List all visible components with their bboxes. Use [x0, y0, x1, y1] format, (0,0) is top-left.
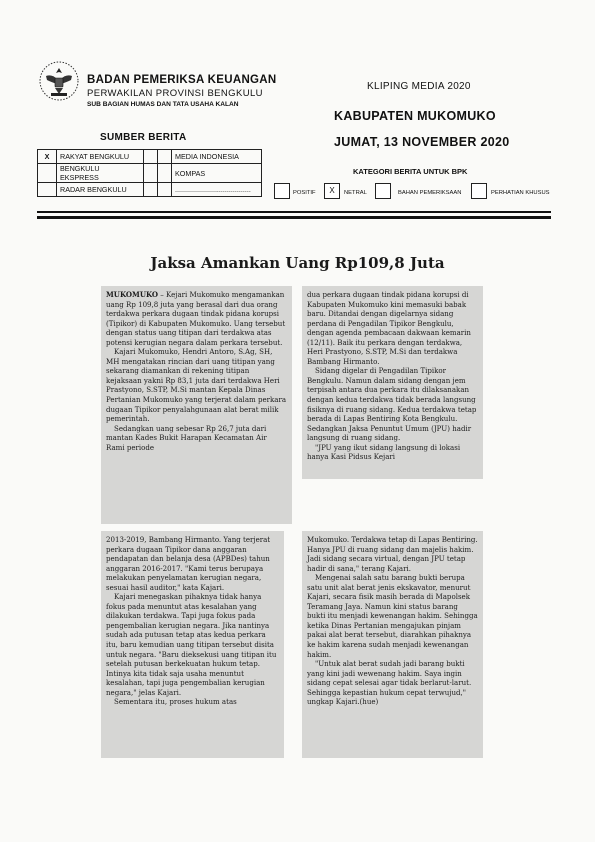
header-divider [37, 211, 551, 213]
source-mark [38, 183, 57, 197]
source-name: KOMPAS [172, 164, 262, 183]
article-column-4 [307, 535, 478, 707]
org-name: BADAN PEMERIKSA KEUANGAN [87, 74, 277, 86]
source-table [37, 149, 262, 197]
source-mark [38, 164, 57, 183]
category-checkbox-bahan-pemeriksaan[interactable] [375, 183, 391, 199]
category-checkbox-positif[interactable] [274, 183, 290, 199]
category-label-positif: POSITIF [293, 190, 316, 196]
article-headline: Jaksa Amankan Uang Rp109,8 Juta [150, 254, 445, 272]
article-paragraph: Kajari menegaskan pihaknya tidak hanya fokus pada menuntut atas kesalahan yang dilakukan terdakwa. Tapi juga fokus pada pengembalian kerugian negara. Jika nantinya sudah ada putusan tetap atas kedua perkara itu, baru kemudian uang titipan tersebut disita untuk negara. "Baru dieksekusi uang titipan itu setelah putusan berkekuatan hukum tetap. Intinya kita tidak saja usaha menuntut kesalahan, tapi juga pengembalian kerugian negara," jelas Kajari. [106, 592, 277, 697]
article-paragraph: dua perkara dugaan tindak pidana korupsi di Kabupaten Mukomuko kini memasuki babak baru. Ditandai dengan digelarnya sidang perdana di Pengadilan Tipikor Bengkulu, dengan agenda pembacaan dakwaan kemarin (12/11). Baik itu perkara dengan terdakwa, Heri Prastyono, S.STP, M.Si dan terdakwa Bambang Hirmanto. [307, 290, 471, 366]
sumber-berita-title: SUMBER BERITA [100, 132, 187, 143]
category-label-perhatian-khusus: PERHATIAN KHUSUS [491, 190, 550, 196]
article-paragraph: 2013-2019, Bambang Hirmanto. Yang terjerat perkara dugaan Tipikor dana anggaran pendapatan dan belanja desa (APBDes) tahun anggaran 2016-2017. "Kami terus berupaya melakukan penyelamatan kerugian negara, sesuai hasil auditor," kata Kajari. [106, 535, 271, 592]
article-paragraph: "Untuk alat berat sudah jadi barang bukti yang kini jadi wewenang hakim. Saya ingin sidang cepat selesai agar tidak berlarut-larut. Sehingga kepastian hukum cepat terwujud," ungkap Kajari.(hue) [307, 659, 472, 707]
region-title: KABUPATEN MUKOMUKO [334, 109, 496, 123]
source-row [38, 150, 262, 164]
article-paragraph: Kajari Mukomuko, Hendri Antoro, S.Ag, SH, MH mengatakan rincian dari uang titipan yang sekarang diamankan di rekening titipan kejaksaan yakni Rp 83,1 juta dari terdakwa Heri Prastyono, S.STP, M.Si mantan Kepala Dinas Pertanian Mukomuko yang terjerat dalam perkara dugaan Tipikor penyalahgunaan alat berat milik pemerintah. [106, 347, 287, 424]
source-name: RAKYAT BENGKULU [57, 150, 144, 164]
source-name: ...................................... [172, 183, 262, 197]
source-name: BENGKULU EKSPRESS [57, 164, 144, 183]
article-column-3 [106, 535, 279, 707]
source-mark [144, 183, 158, 197]
article-paragraph: Sidang digelar di Pengadilan Tipikor Bengkulu. Namun dalam sidang dengan jem terpisah antara dua perkara itu dilaksanakan dengan kedua terdakwa tidak berada langsung fisiknya di ruang sidang. Kedua terdakwa tetap berada di Lapas Bentiring Kota Bengkulu. Sedangkan Jaksa Penuntut Umum (JPU) hadir langsung di ruang sidang. [307, 366, 477, 443]
header-divider [37, 216, 551, 219]
source-mark [144, 150, 158, 164]
article-paragraph: Mengenai salah satu barang bukti berupa satu unit alat berat jenis ekskavator, menurut Kajari, secara fisik masih berada di Mapolsek Teramang Jaya. Namun kini status barang bukti itu menjadi kewenangan hakim. Sehingga ketika Dinas Pertanian mengajukan pinjam pakai alat berat tersebut, diarahkan pihaknya ke hakim karena sudah menjadi kewenangan hakim. [307, 573, 478, 659]
kliping-title: KLIPING MEDIA 2020 [367, 81, 471, 92]
source-name: MEDIA INDONESIA [172, 150, 262, 164]
org-subdivision: SUB BAGIAN HUMAS DAN TATA USAHA KALAN [87, 101, 239, 108]
source-row [38, 183, 262, 197]
article-column-1 [106, 290, 287, 452]
source-mark [144, 164, 158, 183]
article-paragraph: MUKOMUKO – Kejari Mukomuko mengamankan uang Rp 109,8 juta yang berasal dari dua orang terdakwa perkara dugaan tindak pidana korupsi (Tipikor) di Kabupaten Mukomuko. Uang tersebut dengan status uang titipan dari terdakwa atas potensi kerugian negara dalam perkara tersebut. [106, 290, 286, 347]
category-checkbox-netral[interactable]: X [324, 183, 340, 199]
article-dateline: MUKOMUKO [106, 290, 159, 299]
garuda-logo-icon [38, 60, 80, 102]
source-mark: X [38, 150, 57, 164]
article-paragraph: Mukomuko. Terdakwa tetap di Lapas Bentiring. Hanya JPU di ruang sidang dan majelis hakim. Jadi sidang secara virtual, dengan JPU tetap hadir di sana," terang Kajari. [307, 535, 478, 573]
article-paragraph: Sementara itu, proses hukum atas [114, 697, 237, 707]
article-paragraph: Sedangkan uang sebesar Rp 26,7 juta dari mantan Kades Bukit Harapan Kecamatan Air Rami periode [106, 423, 267, 452]
category-label-bahan-pemeriksaan: BAHAN PEMERIKSAAN [398, 190, 462, 196]
kategori-title: KATEGORI BERITA UNTUK BPK [353, 167, 468, 176]
clipping-date: JUMAT, 13 NOVEMBER 2020 [334, 135, 510, 149]
org-branch: PERWAKILAN PROVINSI BENGKULU [87, 88, 263, 99]
source-row [38, 164, 262, 183]
article-column-2 [307, 290, 478, 462]
article-paragraph: "JPU yang ikut sidang langsung di lokasi hanya Kasi Pidsus Kejari [307, 442, 461, 462]
category-checkbox-perhatian-khusus[interactable] [471, 183, 487, 199]
source-name: RADAR BENGKULU [57, 183, 144, 197]
category-label-netral: NETRAL [344, 190, 367, 196]
